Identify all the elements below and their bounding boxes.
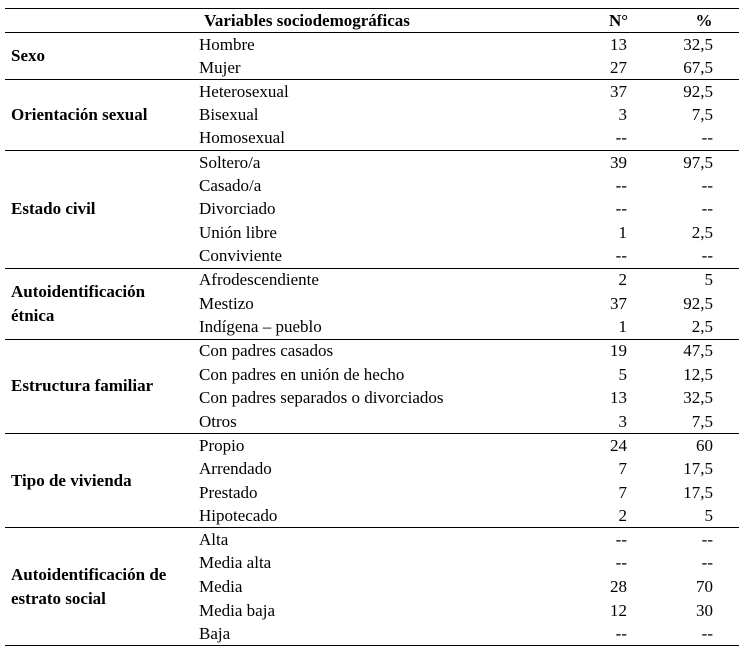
option-label: Propio <box>191 434 609 458</box>
count-cell: 27 <box>610 57 627 77</box>
option-label: Con padres separados o divorciados <box>199 388 444 408</box>
percent-cell: 12,5 <box>683 364 713 384</box>
count-cell: 24 <box>609 434 629 458</box>
table-row <box>5 80 739 104</box>
percent-cell: 70 <box>696 576 713 596</box>
group-label: Orientación sexual <box>5 80 191 151</box>
count-cell: 39 <box>609 150 629 174</box>
count-cell: -- <box>615 246 627 266</box>
percent-cell: 2,5 <box>691 317 713 337</box>
percent-cell: 5 <box>704 505 713 525</box>
table-row <box>5 528 739 552</box>
count-cell: 7 <box>618 482 627 502</box>
option-label: Indígena – pueblo <box>199 317 322 337</box>
count-cell: 37 <box>610 293 627 313</box>
percent-cell: 32,5 <box>629 33 739 57</box>
group-label: Estructura familiar <box>5 339 191 433</box>
option-label: Casado/a <box>199 175 262 195</box>
option-label: Otros <box>199 411 237 431</box>
percent-cell: 7,5 <box>691 411 713 431</box>
count-cell: 7 <box>618 458 627 478</box>
group-label: Autoidentificación de estrato social <box>5 528 191 646</box>
count-cell: 5 <box>618 364 627 384</box>
percent-cell: 7,5 <box>691 105 713 125</box>
table-header <box>5 9 739 33</box>
percent-cell: 32,5 <box>683 388 713 408</box>
count-cell: 3 <box>618 105 627 125</box>
percent-cell: 92,5 <box>683 293 713 313</box>
percent-cell: -- <box>701 175 713 195</box>
count-cell: -- <box>615 623 627 643</box>
header-variables: Variables sociodemográficas <box>5 9 609 33</box>
percent-cell: -- <box>701 128 713 148</box>
table-row <box>5 268 739 292</box>
group-label: Sexo <box>5 33 191 80</box>
option-label: Divorciado <box>199 199 276 219</box>
option-label: Conviviente <box>199 246 283 266</box>
group-label: Tipo de vivienda <box>5 434 191 528</box>
option-label: Alta <box>191 528 609 552</box>
percent-cell: 67,5 <box>683 57 713 77</box>
count-cell: 13 <box>610 388 627 408</box>
option-label: Mestizo <box>199 293 254 313</box>
count-cell: 28 <box>610 576 627 596</box>
option-label: Soltero/a <box>191 150 609 174</box>
table-row <box>5 33 739 57</box>
count-cell: 13 <box>609 33 629 57</box>
table-body <box>5 33 739 646</box>
percent-cell: 17,5 <box>683 482 713 502</box>
option-label: Afrodescendiente <box>191 268 609 292</box>
percent-cell: 92,5 <box>629 80 739 104</box>
option-label: Con padres casados <box>191 339 609 363</box>
option-label: Media alta <box>199 553 272 573</box>
count-cell: 12 <box>610 600 627 620</box>
count-cell: 1 <box>618 223 627 243</box>
header-row <box>5 9 739 33</box>
header-pct: % <box>629 9 739 33</box>
option-label: Media baja <box>199 600 275 620</box>
option-label: Hombre <box>191 33 609 57</box>
header-n: N° <box>609 9 629 33</box>
count-cell: -- <box>609 528 629 552</box>
percent-cell: 5 <box>629 268 739 292</box>
count-cell: 2 <box>609 268 629 292</box>
group-label: Autoidentificación étnica <box>5 268 191 339</box>
option-label: Prestado <box>199 482 258 502</box>
percent-cell: -- <box>701 623 713 643</box>
option-label: Heterosexual <box>191 80 609 104</box>
count-cell: -- <box>615 128 627 148</box>
group-label: Estado civil <box>5 150 191 268</box>
percent-cell: 97,5 <box>629 150 739 174</box>
count-cell: 2 <box>618 505 627 525</box>
option-label: Mujer <box>199 57 241 77</box>
option-label: Unión libre <box>199 223 277 243</box>
percent-cell: -- <box>701 246 713 266</box>
percent-cell: 30 <box>696 600 713 620</box>
option-label: Baja <box>199 623 231 643</box>
table-row <box>5 434 739 458</box>
option-label: Bisexual <box>199 105 259 125</box>
percent-cell: 2,5 <box>691 223 713 243</box>
percent-cell: 17,5 <box>683 458 713 478</box>
count-cell: -- <box>615 175 627 195</box>
table-row <box>5 150 739 174</box>
percent-cell: -- <box>701 199 713 219</box>
option-label: Homosexual <box>199 128 285 148</box>
count-cell: -- <box>615 199 627 219</box>
sociodemographic-table <box>5 8 739 646</box>
count-cell: 1 <box>618 317 627 337</box>
option-label: Arrendado <box>199 458 272 478</box>
option-label: Hipotecado <box>199 505 278 525</box>
option-label: Con padres en unión de hecho <box>199 364 405 384</box>
percent-cell: -- <box>629 528 739 552</box>
count-cell: 19 <box>609 339 629 363</box>
percent-cell: -- <box>701 553 713 573</box>
percent-cell: 60 <box>629 434 739 458</box>
count-cell: -- <box>615 553 627 573</box>
percent-cell: 47,5 <box>629 339 739 363</box>
count-cell: 3 <box>618 411 627 431</box>
table-row <box>5 339 739 363</box>
count-cell: 37 <box>609 80 629 104</box>
option-label: Media <box>199 576 243 596</box>
